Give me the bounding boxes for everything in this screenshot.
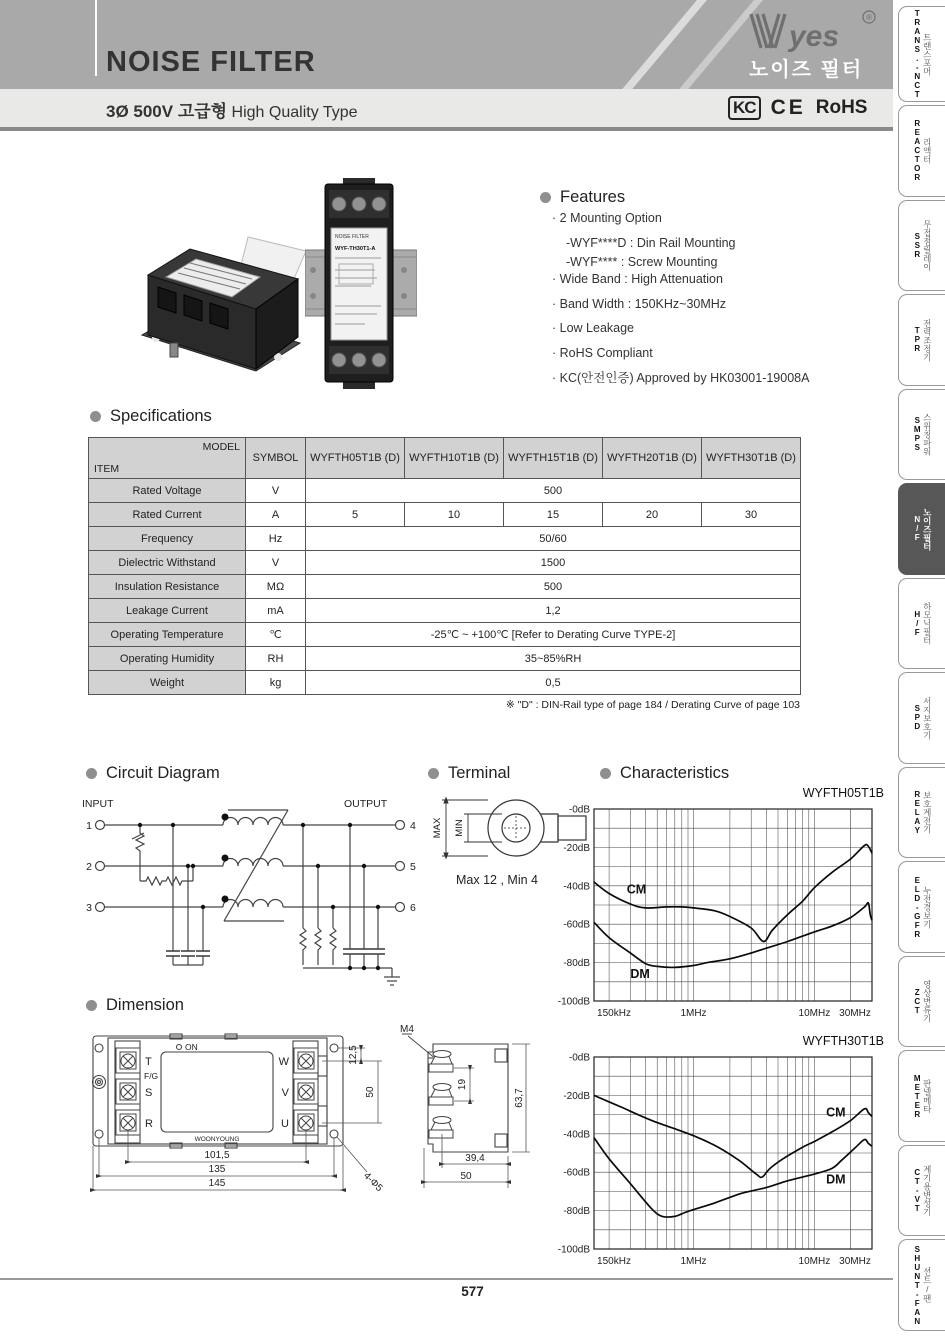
column-header-model: WYFTH05T1B (D): [306, 438, 405, 479]
tab-label-en: TPR: [912, 326, 922, 354]
svg-text:-0dB: -0dB: [568, 1052, 590, 1064]
tab-label-ko: 무접점릴레이: [922, 219, 933, 271]
page-number: 577: [461, 1284, 484, 1299]
attenuation-chart: [550, 803, 884, 1030]
tab-label-en: ELD-GFR: [912, 875, 922, 939]
svg-text:V: V: [281, 1087, 289, 1099]
row-symbol: kg: [246, 671, 306, 695]
section-bullet-icon: [86, 1000, 97, 1011]
sidebar-tab-tpr[interactable]: [898, 294, 945, 386]
tab-label-ko: 보호계전기: [922, 791, 933, 834]
row-item: Rated Voltage: [89, 479, 246, 503]
ce-mark-icon: CE: [770, 96, 806, 119]
svg-text:1: 1: [86, 820, 92, 832]
svg-text:3: 3: [86, 902, 92, 914]
row-item: Operating Humidity: [89, 647, 246, 671]
dimension-heading: Dimension: [86, 996, 184, 1015]
sidebar-tab-relay[interactable]: [898, 767, 945, 859]
front-logo-text: WOONYOUNG: [194, 1136, 240, 1143]
characteristics-chart-block-1: [550, 786, 884, 1030]
svg-text:U: U: [281, 1118, 289, 1130]
svg-text:30MHz: 30MHz: [839, 1256, 871, 1267]
tab-label-ko: 션트/팬: [922, 1267, 933, 1303]
svg-text:150kHz: 150kHz: [597, 1256, 631, 1267]
series-dm-curve: [594, 903, 872, 968]
specifications-table: [88, 437, 801, 695]
tab-label-en: SHUNT-FAN: [912, 1244, 922, 1326]
svg-text:W: W: [278, 1056, 289, 1068]
subtitle-rest: High Quality Type: [231, 104, 358, 121]
row-value: -25℃ ~ +100℃ [Refer to Derating Curve TYPE-2]: [306, 623, 801, 647]
sidebar-tab-ssr[interactable]: [898, 200, 945, 292]
table-row: [89, 575, 801, 599]
sidebar-tab-eld-gfr[interactable]: [898, 861, 945, 953]
tab-label-en: METER: [912, 1073, 922, 1119]
row-item: Frequency: [89, 527, 246, 551]
tab-label-ko: 트랜스포머: [922, 32, 933, 76]
feature-sub-item: -WYF****D : Din Rail Mounting: [566, 235, 736, 250]
svg-text:4: 4: [410, 820, 416, 832]
brand-logo: [745, 8, 880, 54]
row-value: 0,5: [306, 671, 801, 695]
feature-text: 2 Mounting Option: [559, 211, 662, 225]
column-header-model: WYFTH30T1B (D): [702, 438, 801, 479]
row-symbol: RH: [246, 647, 306, 671]
column-header-model: WYFTH15T1B (D): [504, 438, 603, 479]
section-bullet-icon: [540, 192, 551, 203]
sidebar-tab-smps[interactable]: [898, 389, 945, 481]
table-row: [89, 671, 801, 695]
photo-label-title: NOISE FILTER: [335, 234, 369, 240]
circuit-output-label: OUTPUT: [344, 798, 388, 810]
row-value: 20: [603, 503, 702, 527]
row-symbol: A: [246, 503, 306, 527]
chart-title: WYFTH05T1B: [802, 786, 884, 800]
row-value: 500: [306, 479, 801, 503]
row-symbol: V: [246, 551, 306, 575]
row-value: 1500: [306, 551, 801, 575]
svg-text:-80dB: -80dB: [563, 958, 590, 970]
feature-text: RoHS Compliant: [559, 346, 653, 361]
feature-text: Wide Band : High Attenuation: [559, 271, 723, 286]
tab-label-en: TRANS.-NCT: [912, 9, 922, 99]
front-led-label: ON: [185, 1042, 198, 1052]
section-bullet-icon: [90, 411, 101, 422]
dim-135-label: 135: [208, 1164, 226, 1175]
dim-125-label: 12,5: [348, 1045, 359, 1065]
svg-text:-40dB: -40dB: [563, 881, 590, 893]
section-bullet-icon: [428, 768, 439, 779]
tab-label-ko: 스위칭파워: [922, 413, 933, 456]
row-value: 15: [504, 503, 603, 527]
column-header-symbol: SYMBOL: [246, 438, 306, 479]
series-dm-label: DM: [630, 967, 650, 981]
table-footnote: ※ "D" : DIN-Rail type of page 184 / Derating Curve of page 103: [505, 699, 800, 711]
svg-text:-60dB: -60dB: [563, 919, 590, 931]
terminal-min-label: MIN: [454, 819, 465, 837]
characteristics-chart-block-2: [550, 1034, 884, 1278]
tab-label-en: N/F: [912, 515, 922, 543]
table-row: [89, 647, 801, 671]
row-item: Dielectric Withstand: [89, 551, 246, 575]
chart-title: WYFTH30T1B: [802, 1034, 884, 1048]
row-value: 5: [306, 503, 405, 527]
subtitle-band: [0, 89, 893, 127]
svg-text:2: 2: [86, 861, 92, 873]
svg-text:5: 5: [410, 861, 416, 873]
table-row: [89, 599, 801, 623]
table-row: [89, 527, 801, 551]
circuit-diagram: [78, 793, 418, 993]
row-symbol: mA: [246, 599, 306, 623]
circuit-diagram-heading: Circuit Diagram: [86, 764, 220, 783]
svg-text:-0dB: -0dB: [568, 804, 590, 816]
svg-text:10MHz: 10MHz: [798, 1008, 831, 1019]
tab-label-en: RELAY: [912, 789, 922, 835]
feature-item: · Low Leakage: [552, 321, 635, 336]
tab-label-ko: 계기용변성기: [922, 1165, 933, 1217]
tab-label-ko: 하모닉필터: [922, 602, 933, 645]
table-row: [89, 551, 801, 575]
kc-mark-icon: KC: [728, 96, 761, 120]
row-symbol: ℃: [246, 623, 306, 647]
tab-label-en: SPD: [912, 704, 922, 732]
row-item: Rated Current: [89, 503, 246, 527]
row-value: 500: [306, 575, 801, 599]
specifications-heading: Specifications: [90, 407, 212, 426]
svg-text:30MHz: 30MHz: [839, 1008, 871, 1019]
circuit-input-label: INPUT: [82, 798, 114, 810]
side-dim-19: 19: [457, 1078, 468, 1091]
tab-label-en: SSR: [912, 231, 922, 259]
features-list: [552, 210, 897, 395]
front-fg-label: F/G: [144, 1071, 159, 1081]
sidebar-tabs: [893, 6, 945, 1331]
attenuation-chart: [550, 1051, 884, 1278]
sidebar-tab-n-f[interactable]: [898, 483, 945, 575]
feature-item: · 2 Mounting Option: [552, 211, 662, 225]
brand-logo-text: yes: [789, 20, 840, 53]
svg-text:R: R: [145, 1118, 153, 1130]
table-row: [89, 503, 801, 527]
row-item: Operating Temperature: [89, 623, 246, 647]
series-dm-label: DM: [826, 1172, 846, 1187]
row-symbol: Hz: [246, 527, 306, 551]
row-symbol: MΩ: [246, 575, 306, 599]
tab-label-ko: 누전경보기: [922, 885, 933, 929]
tab-label-en: ZCT: [912, 988, 922, 1016]
tab-label-ko: 영상변류기: [922, 980, 933, 1023]
section-bullet-icon: [600, 768, 611, 779]
tab-label-en: CT-VT: [912, 1168, 922, 1214]
svg-text:1MHz: 1MHz: [680, 1256, 707, 1267]
row-value: 50/60: [306, 527, 801, 551]
svg-text:-20dB: -20dB: [563, 842, 590, 854]
svg-text:-60dB: -60dB: [563, 1167, 590, 1179]
column-header-model: WYFTH20T1B (D): [603, 438, 702, 479]
dim-50-label: 50: [365, 1086, 376, 1098]
terminal-max-label: MAX: [432, 817, 443, 839]
dimension-side-view: [398, 1012, 588, 1274]
tab-label-ko: 전력조정기: [922, 318, 933, 362]
row-value: 30: [702, 503, 801, 527]
svg-text:10MHz: 10MHz: [798, 1256, 831, 1267]
footer-rule: [0, 1278, 893, 1280]
svg-text:-80dB: -80dB: [563, 1206, 590, 1218]
sidebar-tab-h-f[interactable]: [898, 578, 945, 670]
svg-text:-100dB: -100dB: [557, 1244, 590, 1256]
tab-label-en: H/F: [912, 609, 922, 637]
svg-text:-20dB: -20dB: [563, 1090, 590, 1102]
row-item: Leakage Current: [89, 599, 246, 623]
svg-text:T: T: [145, 1056, 152, 1068]
svg-text:-40dB: -40dB: [563, 1129, 590, 1141]
feature-text: Band Width : 150KHz~30MHz: [559, 296, 727, 311]
tab-label-ko: 판넬메타: [922, 1079, 933, 1114]
feature-text: Low Leakage: [559, 321, 635, 336]
sidebar-tab-ct-vt[interactable]: [898, 1145, 945, 1237]
sidebar-tab-spd[interactable]: [898, 672, 945, 764]
tab-label-en: REACTOR: [912, 119, 922, 183]
page-header: [0, 0, 893, 89]
sidebar-tab-meter[interactable]: [898, 1050, 945, 1142]
feature-text: KC(안전인증) Approved by HK03001-19008A: [559, 371, 810, 386]
rohs-mark-icon: RoHS: [815, 97, 868, 118]
registered-mark: ®: [866, 13, 872, 22]
table-row: [89, 623, 801, 647]
tab-label-ko: 노이즈필터: [922, 507, 933, 551]
feature-item: · RoHS Compliant: [552, 346, 653, 361]
page-title-korean: 노이즈 필터: [749, 59, 864, 81]
header-bottom-rule: [0, 127, 893, 131]
sidebar-tab-reactor[interactable]: [898, 105, 945, 197]
feature-sub-item: -WYF**** : Screw Mounting: [566, 254, 718, 269]
sidebar-tab-zct[interactable]: [898, 956, 945, 1048]
feature-item: · KC(안전인증) Approved by HK03001-19008A: [552, 371, 810, 386]
table-corner-cell: MODEL ITEM: [89, 438, 246, 479]
feature-item: · Wide Band : High Attenuation: [552, 271, 723, 286]
product-photo-din-rail-mount: [305, 178, 417, 390]
svg-text:1MHz: 1MHz: [680, 1008, 707, 1019]
side-dim-50: 50: [460, 1171, 472, 1182]
section-bullet-icon: [86, 768, 97, 779]
terminal-note: Max 12 , Min 4: [456, 873, 538, 887]
series-cm-label: CM: [826, 1105, 846, 1120]
row-symbol: V: [246, 479, 306, 503]
tab-label-ko: 리액터: [922, 138, 933, 164]
svg-text:150kHz: 150kHz: [597, 1008, 631, 1019]
tab-label-en: SMPS: [912, 416, 922, 453]
row-value: 35~85%RH: [306, 647, 801, 671]
svg-text:6: 6: [410, 902, 416, 914]
feature-item: · Band Width : 150KHz~30MHz: [552, 296, 727, 311]
certification-marks: [728, 93, 867, 123]
side-screw-label: M4: [400, 1024, 414, 1035]
row-item: Insulation Resistance: [89, 575, 246, 599]
series-cm-label: CM: [626, 882, 647, 897]
svg-text:S: S: [145, 1087, 153, 1099]
side-dim-394: 39,4: [465, 1153, 485, 1164]
side-dim-637: 63,7: [514, 1088, 525, 1108]
product-photo-screw-mount: [128, 185, 308, 390]
table-row: [89, 479, 801, 503]
svg-text:-100dB: -100dB: [557, 996, 590, 1008]
column-header-model: WYFTH10T1B (D): [405, 438, 504, 479]
tab-label-ko: 서지보호기: [922, 696, 933, 740]
product-subtitle: [106, 97, 358, 122]
page-title: NOISE FILTER: [106, 46, 316, 78]
photo-label-model: WYF-TH30T1-A: [335, 246, 376, 252]
row-item: Weight: [89, 671, 246, 695]
dimension-front-view: [75, 1026, 405, 1241]
subtitle-bold: 3Ø 500V 고급형: [106, 102, 228, 121]
dim-holes-label: 4-Φ5: [360, 1170, 385, 1195]
dim-101-label: 101,5: [204, 1150, 230, 1161]
row-value: 1,2: [306, 599, 801, 623]
dim-145-label: 145: [208, 1178, 226, 1189]
terminal-heading: Terminal: [428, 764, 510, 783]
row-value: 10: [405, 503, 504, 527]
features-heading: Features: [540, 188, 625, 207]
sidebar-tab-trans-nct[interactable]: [898, 6, 945, 102]
header-divider-line: [95, 0, 97, 76]
characteristics-heading: Characteristics: [600, 764, 729, 783]
